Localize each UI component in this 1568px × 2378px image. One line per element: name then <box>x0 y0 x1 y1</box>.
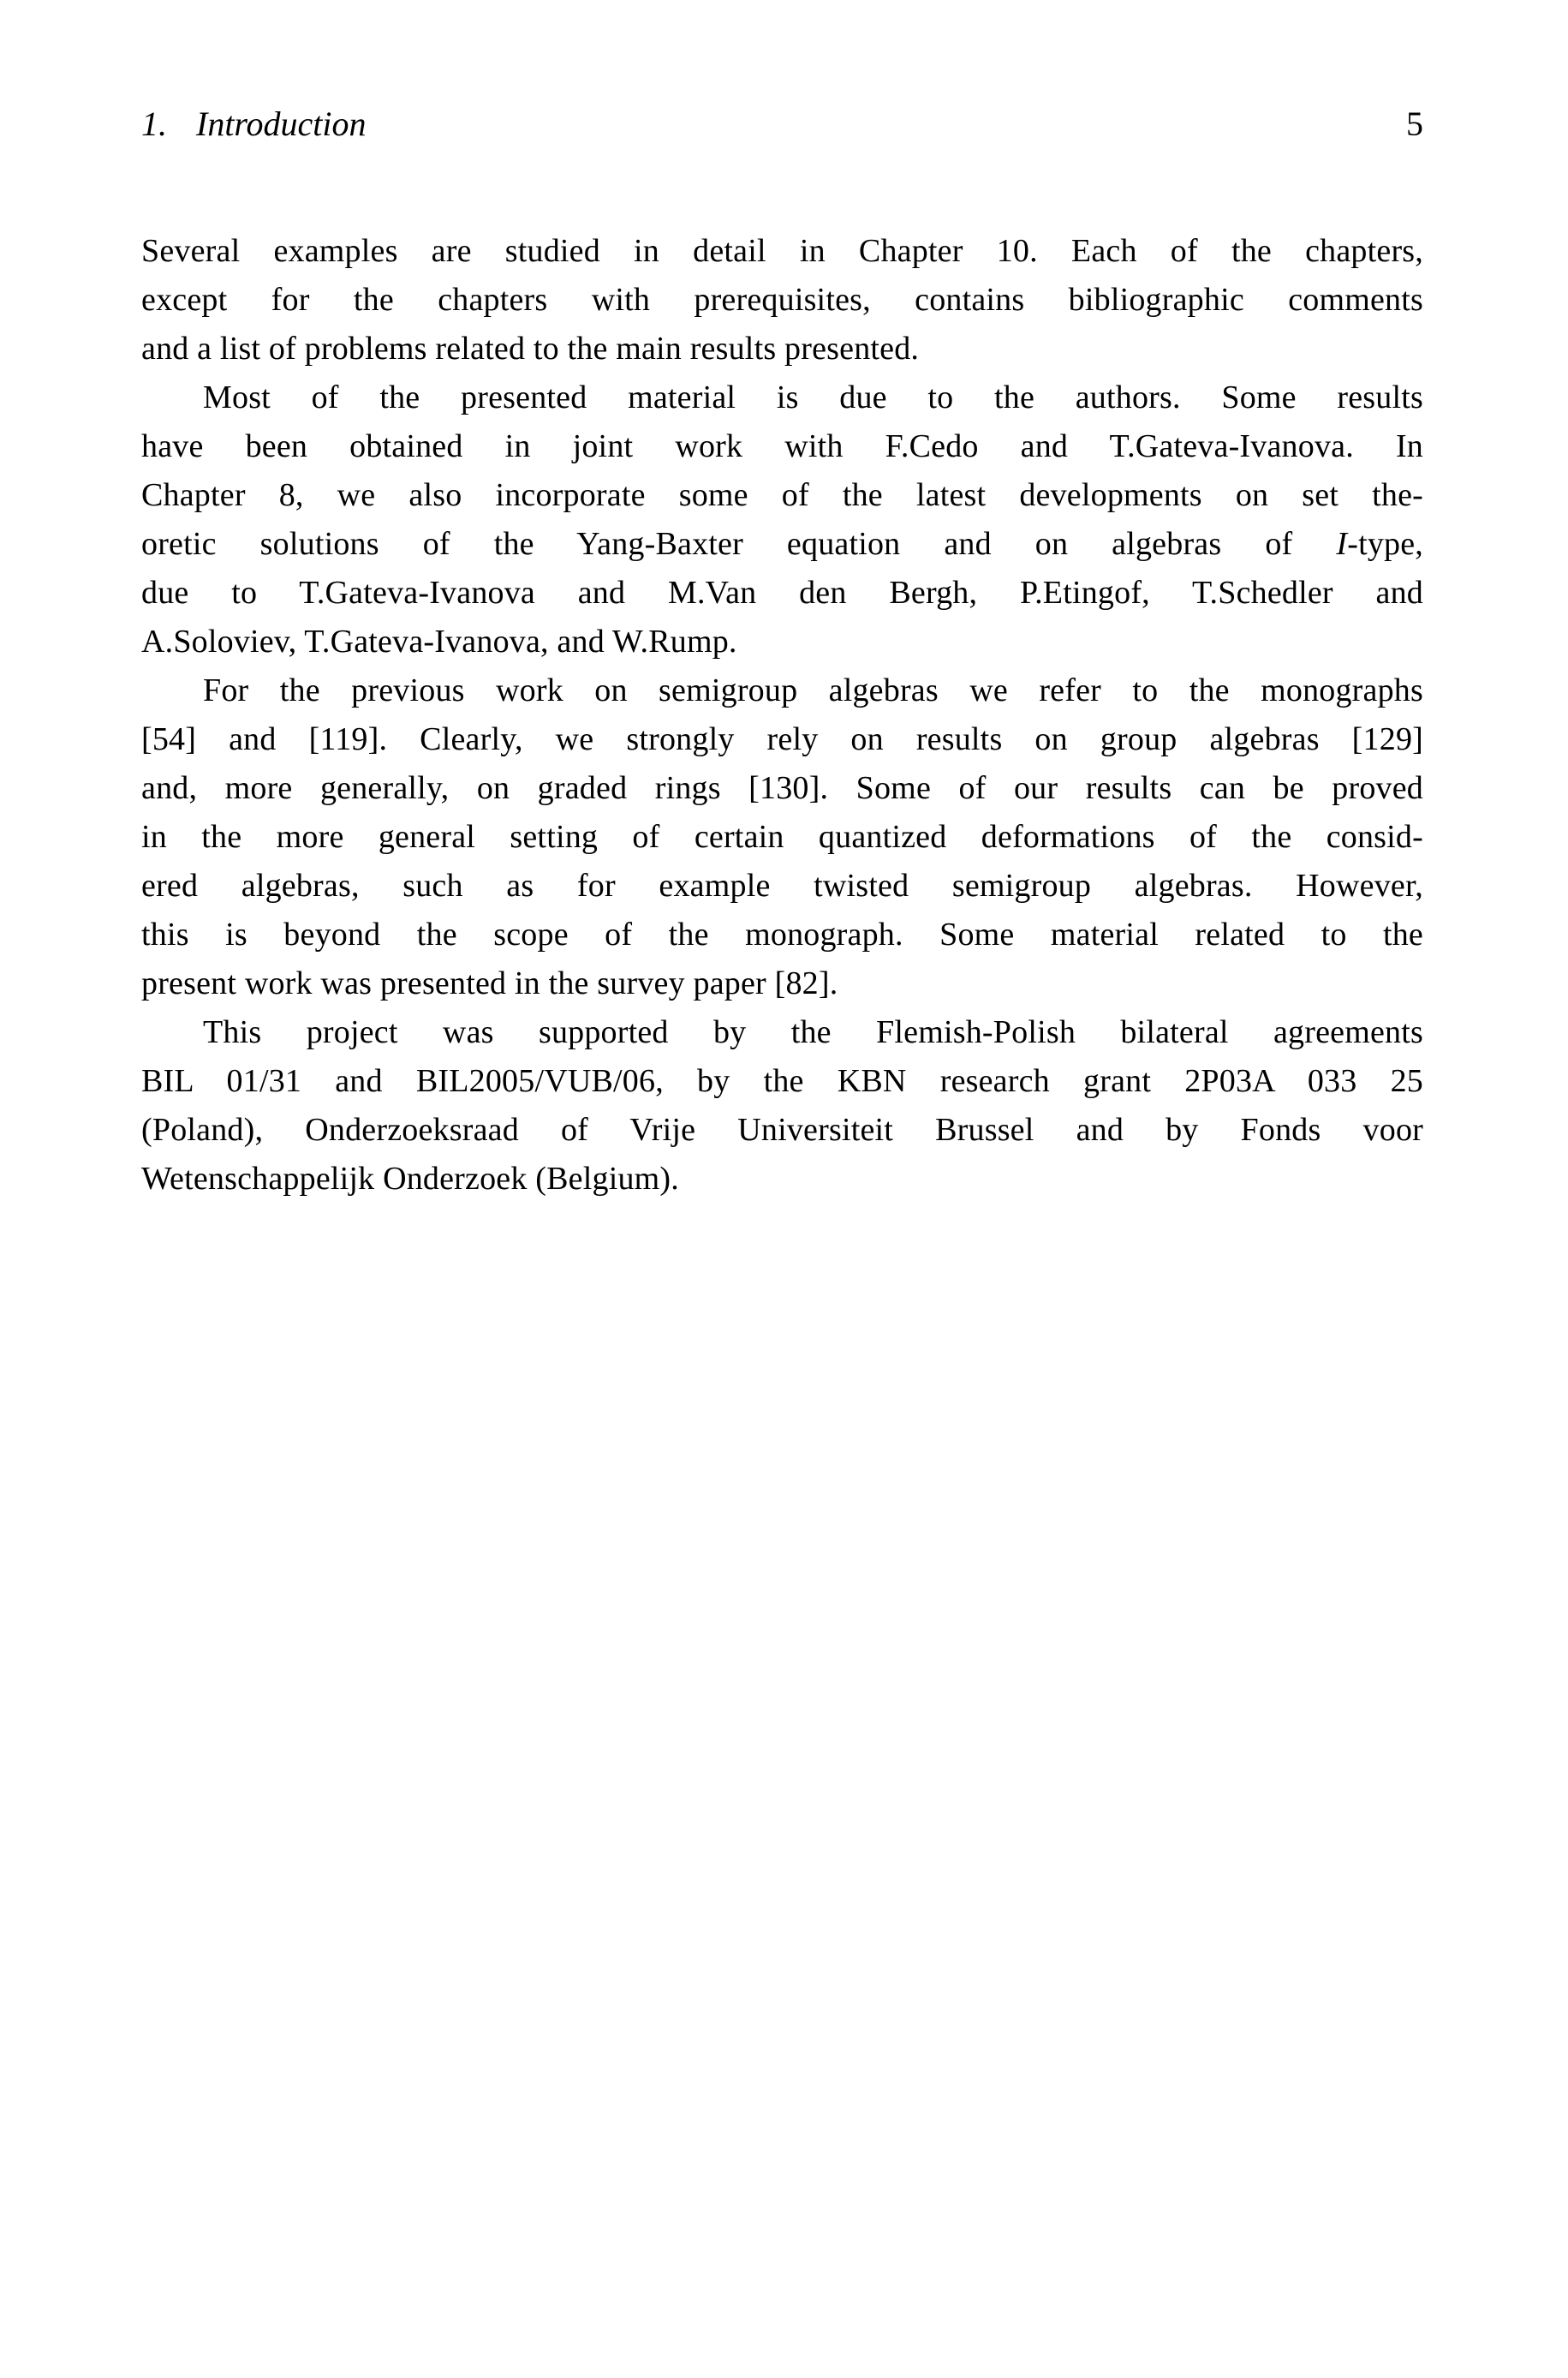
paragraph <box>141 227 1423 373</box>
text-segment: in the more general setting of certain quantized deformations of the consid- <box>141 819 1423 855</box>
text-line <box>141 862 1423 911</box>
text-line <box>141 569 1423 618</box>
text-segment: Chapter 8, we also incorporate some of the latest developments on set the- <box>141 477 1423 513</box>
paragraph <box>141 373 1423 666</box>
text-segment: and, more generally, on graded rings [130]. Some of our results can be proved <box>141 770 1423 806</box>
text-segment: except for the chapters with prerequisites, contains bibliographic comments <box>141 282 1423 318</box>
text-segment: present work was presented in the survey paper [82]. <box>141 965 838 1001</box>
text-line <box>141 666 1423 715</box>
text-segment: and a list of problems related to the main results presented. <box>141 331 920 367</box>
text-segment: ered algebras, such as for example twisted semigroup algebras. However, <box>141 868 1423 904</box>
text-segment: Several examples are studied in detail in Chapter 10. Each of the chapters, <box>141 233 1423 269</box>
text-line <box>141 373 1423 422</box>
text-line <box>141 227 1423 276</box>
text-line <box>141 325 1423 373</box>
text-line <box>141 1106 1423 1155</box>
body-text <box>141 227 1423 1204</box>
text-line <box>141 422 1423 471</box>
page-number: 5 <box>1406 105 1423 143</box>
text-segment: Most of the presented material is due to the authors. Some results <box>203 379 1423 415</box>
text-line <box>141 715 1423 764</box>
text-segment: Wetenschappelijk Onderzoek (Belgium). <box>141 1161 679 1197</box>
text-line <box>141 911 1423 959</box>
text-line <box>141 1008 1423 1057</box>
text-line <box>141 471 1423 520</box>
text-segment: oretic solutions of the Yang-Baxter equation and on algebras of <box>141 526 1337 562</box>
paragraph <box>141 1008 1423 1204</box>
text-segment: have been obtained in joint work with F.Cedo and T.Gateva-Ivanova. In <box>141 428 1423 464</box>
text-line <box>141 1155 1423 1204</box>
text-line <box>141 276 1423 325</box>
italic-text-segment: I <box>1336 526 1348 562</box>
page-header <box>141 99 1423 148</box>
text-segment: [54] and [119]. Clearly, we strongly rely on results on group algebras [129] <box>141 721 1423 757</box>
running-head <box>141 99 367 148</box>
text-segment: BIL 01/31 and BIL2005/VUB/06, by the KBN research grant 2P03A 033 25 <box>141 1063 1423 1099</box>
text-segment: due to T.Gateva-Ivanova and M.Van den Bergh, P.Etingof, T.Schedler and <box>141 575 1423 611</box>
text-line <box>141 959 1423 1008</box>
section-number: 1. <box>141 105 167 143</box>
text-segment: this is beyond the scope of the monograph. Some material related to the <box>141 917 1423 953</box>
section-title: Introduction <box>196 105 367 143</box>
text-line <box>141 520 1423 569</box>
text-line <box>141 1057 1423 1106</box>
text-line <box>141 813 1423 862</box>
text-segment: A.Soloviev, T.Gateva-Ivanova, and W.Rump. <box>141 624 737 660</box>
text-segment: -type, <box>1347 526 1423 562</box>
text-line <box>141 764 1423 813</box>
text-segment: For the previous work on semigroup algebras we refer to the monographs <box>203 672 1423 708</box>
paragraph <box>141 666 1423 1008</box>
text-line <box>141 618 1423 666</box>
text-segment: This project was supported by the Flemish-Polish bilateral agreements <box>203 1014 1423 1050</box>
text-segment: (Poland), Onderzoeksraad of Vrije Universiteit Brussel and by Fonds voor <box>141 1112 1423 1148</box>
